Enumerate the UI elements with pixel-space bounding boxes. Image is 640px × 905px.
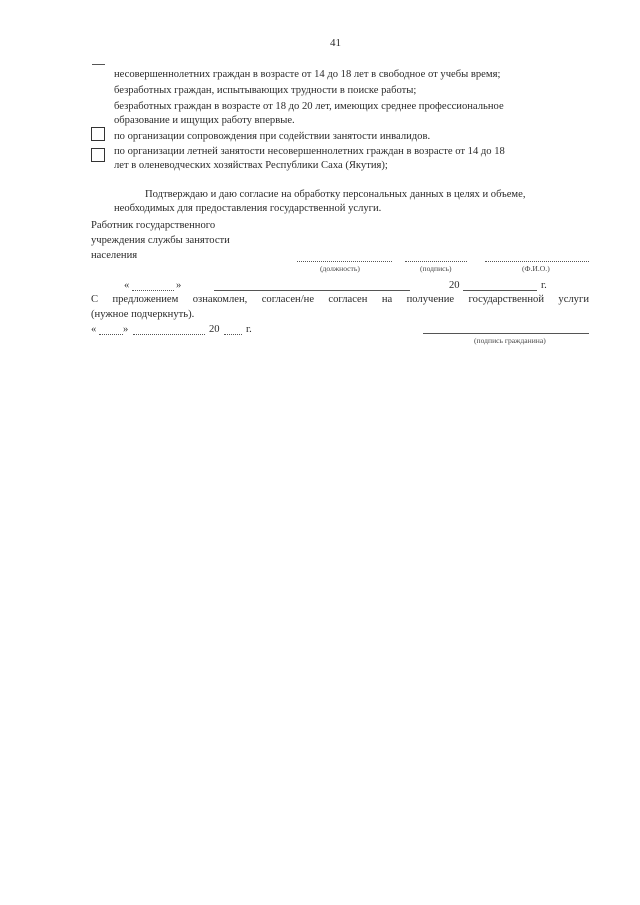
position-label: (должность) <box>320 264 360 273</box>
citizen-date-day-line <box>99 334 123 335</box>
date-year-suffix: г. <box>541 280 547 291</box>
item-unemployed-18-20-line2: образование и ищущих работу впервые. <box>114 115 295 126</box>
signature-label: (подпись) <box>420 264 452 273</box>
citizen-date-year-line <box>224 334 242 335</box>
acknowledgment-line1: С предложением ознакомлен, согласен/не согласен на получение государственной услуги <box>91 294 589 305</box>
worker-line3: населения <box>91 250 138 261</box>
item-disabled-support: по организации сопровождения при содействии занятости инвалидов. <box>114 131 431 142</box>
date-year-line <box>463 290 537 291</box>
item-unemployed-18-20-line1: безработных граждан в возрасте от 18 до 20 лет, имеющих среднее профессиональное <box>114 101 504 112</box>
citizen-date-quote-close: » <box>123 324 129 335</box>
top-dash <box>92 64 105 65</box>
signature-line <box>405 261 467 262</box>
date-quote-open: « <box>124 280 130 291</box>
date-day-line <box>132 290 174 291</box>
citizen-date-month-line <box>133 334 205 335</box>
consent-line2: необходимых для предоставления государственной услуги. <box>114 203 382 214</box>
item-minors-free-time: несовершеннолетних граждан в возрасте от 14 до 18 лет в свободное от учебы время; <box>114 69 501 80</box>
checkbox-disabled-support[interactable] <box>91 127 105 141</box>
citizen-date-year-suffix: г. <box>246 324 252 335</box>
citizen-date-year-prefix: 20 <box>209 324 220 335</box>
fio-label: (Ф.И.О.) <box>522 264 550 273</box>
position-line <box>297 261 392 262</box>
date-quote-close: » <box>176 280 182 291</box>
item-unemployed-difficulty: безработных граждан, испытывающих трудности в поиске работы; <box>114 85 417 96</box>
fio-line <box>485 261 589 262</box>
item-reindeer-line1: по организации летней занятости несовершеннолетних граждан в возрасте от 14 до 18 <box>114 146 505 157</box>
date-year-prefix: 20 <box>449 280 460 291</box>
citizen-signature-label: (подпись гражданина) <box>474 336 546 345</box>
date-month-line <box>214 290 410 291</box>
checkbox-reindeer-summer-employment[interactable] <box>91 148 105 162</box>
consent-line1: Подтверждаю и даю согласие на обработку персональных данных в целях и объеме, <box>145 189 526 200</box>
page-number: 41 <box>330 37 341 49</box>
worker-line1: Работник государственного <box>91 220 216 231</box>
item-reindeer-line2: лет в оленеводческих хозяйствах Республики Саха (Якутия); <box>114 160 388 171</box>
worker-line2: учреждения службы занятости <box>91 235 230 246</box>
citizen-signature-line <box>423 333 589 334</box>
acknowledgment-line2: (нужное подчеркнуть). <box>91 309 195 320</box>
citizen-date-quote-open: « <box>91 324 97 335</box>
